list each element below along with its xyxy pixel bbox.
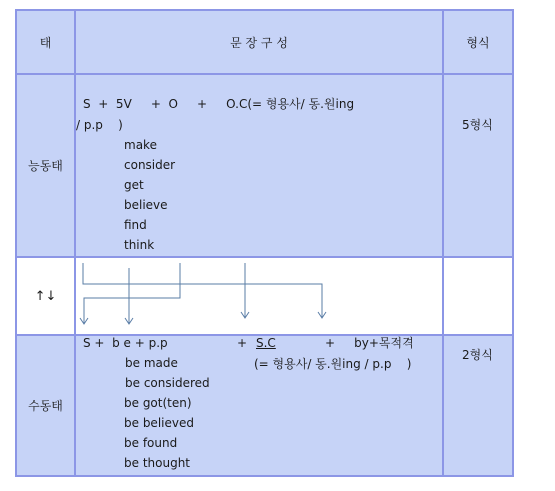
passive-verb: be thought bbox=[124, 456, 190, 470]
updown-arrows-icon: ↑↓ bbox=[34, 288, 57, 304]
header-voice-label: 태 bbox=[39, 35, 52, 50]
header-structure-label: 문 장 구 성 bbox=[230, 35, 288, 50]
passive-sc-note: (= 형용사/ 동.원ing / p.p ) bbox=[254, 357, 412, 371]
header-form-label: 형식 bbox=[466, 35, 490, 50]
active-voice-label: 능동태 bbox=[28, 159, 63, 173]
passive-verb: be got(ten) bbox=[124, 396, 192, 410]
passive-verb: be made bbox=[125, 356, 178, 370]
active-verb: consider bbox=[124, 158, 176, 172]
active-verb: think bbox=[124, 238, 155, 252]
active-verb: get bbox=[124, 178, 144, 192]
passive-verb: be found bbox=[124, 436, 178, 450]
passive-verb: be considered bbox=[125, 376, 210, 390]
passive-pattern-plus: + bbox=[237, 336, 248, 350]
passive-form: 2형식 bbox=[462, 348, 493, 362]
active-verb: make bbox=[124, 138, 157, 152]
active-pattern-line2: / p.p ) bbox=[76, 118, 123, 132]
active-verb: believe bbox=[124, 198, 168, 212]
passive-verb: be believed bbox=[124, 416, 194, 430]
passive-pattern-sc: S.C bbox=[256, 336, 276, 350]
active-pattern-line1: S + 5V + O + O.C(= 형용사/ 동.원ing bbox=[83, 97, 355, 111]
passive-voice-label: 수동태 bbox=[28, 399, 63, 413]
passive-pattern-by: + by+목적격 bbox=[325, 336, 414, 350]
passive-pattern-subject: S + b e + p.p bbox=[83, 336, 168, 350]
active-verb: find bbox=[124, 218, 147, 232]
active-form: 5형식 bbox=[462, 118, 493, 132]
